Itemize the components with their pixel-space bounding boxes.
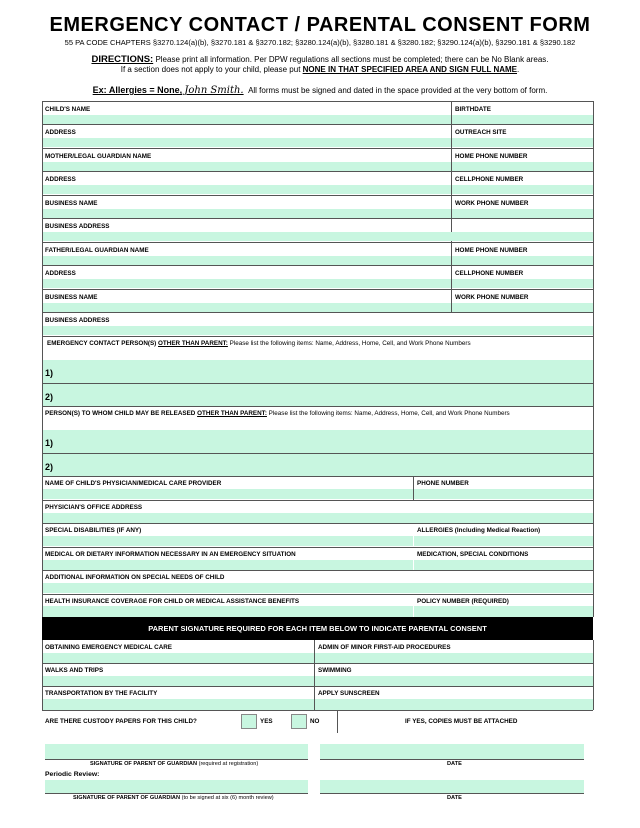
father-address-field[interactable]	[43, 279, 451, 288]
insurance-label: HEALTH INSURANCE COVERAGE FOR CHILD OR MEDICAL ASSISTANCE BENEFITS	[45, 598, 300, 605]
directions-label: DIRECTIONS:	[91, 54, 154, 65]
swimming-signature[interactable]	[315, 676, 593, 686]
father-cellphone-field[interactable]	[452, 279, 593, 288]
signature-date-field[interactable]	[320, 744, 584, 759]
example-line	[0, 85, 640, 96]
emergency-label-pre: EMERGENCY CONTACT PERSON(S)	[47, 340, 159, 347]
review-signature-label	[73, 795, 274, 801]
signature-date-label: DATE	[447, 761, 462, 767]
sig1-label-text: SIGNATURE OF PARENT OF GUARDIAN	[90, 761, 198, 767]
mother-name-field[interactable]	[43, 162, 451, 171]
regulation-codes: 55 PA CODE CHAPTERS §3270.124(a)(b), §3270.181 & §3270.182; §3280.124(a)(b), §3280.181 & §3280.182; §3290.124(a)(b), §3290.181 & §3290.182	[64, 38, 576, 47]
mother-work-phone-label: WORK PHONE NUMBER	[455, 200, 529, 207]
allergies-label: ALLERGIES (Including Medical Reaction)	[417, 527, 541, 534]
father-home-phone-field[interactable]	[452, 256, 593, 265]
sig2-note: (to be signed at six (6) month review)	[181, 795, 274, 801]
sunscreen-label: APPLY SUNSCREEN	[318, 690, 380, 697]
sig1-note: (required at registration)	[198, 761, 259, 767]
example-label: Ex: Allergies = None,	[92, 85, 183, 95]
emergency-care-label: OBTAINING EMERGENCY MEDICAL CARE	[45, 644, 172, 651]
father-name-label: FATHER/LEGAL GUARDIAN NAME	[45, 247, 149, 254]
custody-yes-label: YES	[260, 718, 273, 725]
walks-trips-signature[interactable]	[43, 676, 314, 686]
mother-work-phone-field[interactable]	[452, 209, 593, 218]
mother-address-label: ADDRESS	[45, 176, 76, 183]
special-disabilities-field[interactable]	[43, 536, 413, 546]
dietary-info-field[interactable]	[43, 560, 413, 570]
release-label-emph: OTHER THAN PARENT:	[197, 410, 267, 417]
periodic-review-label: Periodic Review:	[45, 771, 100, 778]
outreach-site-field[interactable]	[452, 138, 593, 147]
review-signature-field[interactable]	[45, 780, 308, 793]
transportation-label: TRANSPORTATION BY THE FACILITY	[45, 690, 158, 697]
custody-yes-checkbox[interactable]	[241, 714, 257, 729]
physician-phone-field[interactable]	[414, 489, 593, 499]
release-person-label	[45, 410, 510, 417]
mother-business-address-field[interactable]	[43, 232, 593, 241]
mother-name-label: MOTHER/LEGAL GUARDIAN NAME	[45, 153, 152, 160]
directions-end: .	[517, 65, 520, 74]
insurance-field[interactable]	[43, 606, 413, 617]
emergency-contact-1-field[interactable]	[43, 360, 593, 383]
emergency-note: Please list the following items: Name, Address, Home, Cell, and Work Phone Numbers	[227, 340, 471, 347]
emergency-contact-2-field[interactable]	[43, 384, 593, 406]
mother-home-phone-field[interactable]	[452, 162, 593, 171]
father-business-field[interactable]	[43, 303, 451, 312]
father-business-address-label: BUSINESS ADDRESS	[45, 317, 110, 324]
review-date-label: DATE	[447, 795, 462, 801]
father-name-field[interactable]	[43, 256, 451, 265]
custody-no-checkbox[interactable]	[291, 714, 307, 729]
mother-home-phone-label: HOME PHONE NUMBER	[455, 153, 528, 160]
emergency-contact-1-number: 1)	[45, 368, 54, 378]
father-work-phone-field[interactable]	[452, 303, 593, 312]
child-name-field[interactable]	[43, 115, 451, 124]
emergency-contact-label	[47, 340, 471, 347]
parent-signature-label	[90, 761, 258, 767]
form-title: EMERGENCY CONTACT / PARENTAL CONSENT FORM	[49, 14, 591, 36]
address-field[interactable]	[43, 138, 451, 147]
release-person-2-number: 2)	[45, 462, 54, 472]
birthdate-field[interactable]	[452, 115, 593, 124]
dietary-info-label: MEDICAL OR DIETARY INFORMATION NECESSARY IN AN EMERGENCY SITUATION	[45, 551, 296, 558]
release-person-1-field[interactable]	[43, 430, 593, 453]
copies-attached-label: IF YES, COPIES MUST BE ATTACHED	[405, 718, 518, 725]
physician-label: NAME OF CHILD'S PHYSICIAN/MEDICAL CARE PROVIDER	[45, 480, 222, 487]
father-business-address-field[interactable]	[43, 326, 593, 335]
directions-text-2: If a section does not apply to your child, please put	[120, 65, 303, 74]
child-name-label: CHILD'S NAME	[45, 106, 91, 113]
mother-cellphone-label: CELLPHONE NUMBER	[455, 176, 524, 183]
release-label-pre: PERSON(S) TO WHOM CHILD MAY BE RELEASED	[45, 410, 198, 417]
directions-line-2	[0, 65, 640, 74]
release-person-1-number: 1)	[45, 438, 54, 448]
mother-business-field[interactable]	[43, 209, 451, 218]
allergies-field[interactable]	[414, 536, 593, 546]
medication-field[interactable]	[414, 560, 593, 570]
directions-line-1	[0, 54, 640, 65]
physician-phone-label: PHONE NUMBER	[417, 480, 469, 487]
directions-text: Please print all information. Per DPW regulations all sections must be completed; there can be No Blank areas.	[155, 55, 549, 64]
father-work-phone-label: WORK PHONE NUMBER	[455, 294, 529, 301]
mother-business-address-label: BUSINESS ADDRESS	[45, 223, 110, 230]
birthdate-label: BIRTHDATE	[455, 106, 491, 113]
emergency-care-signature[interactable]	[43, 653, 314, 663]
physician-office-field[interactable]	[43, 513, 593, 523]
custody-no-label: NO	[310, 718, 320, 725]
example-text: All forms must be signed and dated in the space provided at the very bottom of form.	[248, 86, 548, 95]
consent-banner: PARENT SIGNATURE REQUIRED FOR EACH ITEM BELOW TO INDICATE PARENTAL CONSENT	[42, 617, 593, 640]
release-person-2-field[interactable]	[43, 454, 593, 476]
first-aid-label: ADMIN OF MINOR FIRST-AID PROCEDURES	[318, 644, 451, 651]
directions-emphasis: NONE IN THAT SPECIFIED AREA AND SIGN FULL NAME	[302, 65, 518, 74]
policy-number-label: POLICY NUMBER (REQUIRED)	[417, 598, 509, 605]
father-business-label: BUSINESS NAME	[45, 294, 98, 301]
sunscreen-signature[interactable]	[315, 699, 593, 710]
medication-label: MEDICATION, SPECIAL CONDITIONS	[417, 551, 529, 558]
parent-signature-field[interactable]	[45, 744, 308, 759]
father-home-phone-label: HOME PHONE NUMBER	[455, 247, 528, 254]
transportation-signature[interactable]	[43, 699, 314, 710]
custody-label: ARE THERE CUSTODY PAPERS FOR THIS CHILD?	[45, 718, 197, 725]
mother-address-field[interactable]	[43, 185, 451, 194]
example-signature: John Smith.	[184, 85, 244, 96]
mother-cellphone-field[interactable]	[452, 185, 593, 194]
policy-number-field[interactable]	[414, 606, 593, 617]
swimming-label: SWIMMING	[318, 667, 352, 674]
outreach-site-label: OUTREACH SITE	[455, 129, 507, 136]
first-aid-signature[interactable]	[315, 653, 593, 663]
special-disabilities-label: SPECIAL DISABILITIES (IF ANY)	[45, 527, 142, 534]
additional-info-label: ADDITIONAL INFORMATION ON SPECIAL NEEDS OF CHILD	[45, 574, 225, 581]
father-cellphone-label: CELLPHONE NUMBER	[455, 270, 524, 277]
address-label: ADDRESS	[45, 129, 76, 136]
mother-business-label: BUSINESS NAME	[45, 200, 98, 207]
physician-field[interactable]	[43, 489, 413, 499]
sig2-label-text: SIGNATURE OF PARENT OF GUARDIAN	[73, 795, 181, 801]
release-note: Please list the following items: Name, Address, Home, Cell, and Work Phone Numbers	[266, 410, 510, 417]
review-date-field[interactable]	[320, 780, 584, 793]
father-address-label: ADDRESS	[45, 270, 76, 277]
additional-info-field[interactable]	[43, 583, 593, 593]
walks-trips-label: WALKS AND TRIPS	[45, 667, 104, 674]
emergency-label-emph: OTHER THAN PARENT:	[158, 340, 228, 347]
physician-office-label: PHYSICIAN'S OFFICE ADDRESS	[45, 504, 143, 511]
emergency-contact-2-number: 2)	[45, 392, 54, 402]
